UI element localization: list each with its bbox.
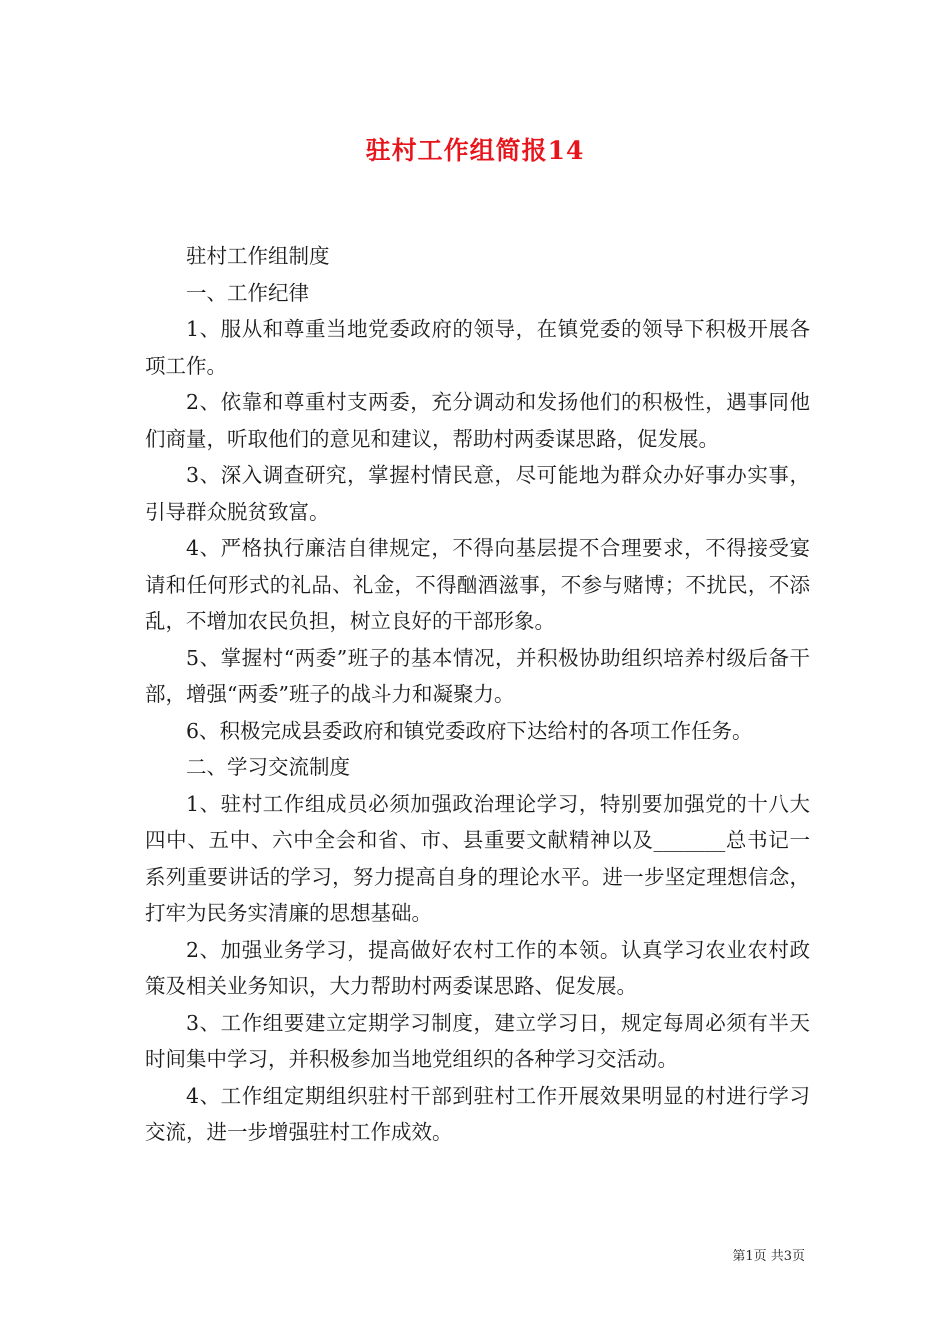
page-number: 第1页 共3页	[732, 1249, 805, 1264]
paragraph: 4、严格执行廉洁自律规定，不得向基层提不合理要求，不得接受宴请和任何形式的礼品、礼金，不得酗酒滋事，不参与赌博；不扰民，不添乱，不增加农民负担，树立良好的干部形象。	[145, 536, 810, 633]
paragraph: 3、深入调查研究，掌握村情民意，尽可能地为群众办好事办实事，引导群众脱贫致富。	[145, 463, 810, 524]
paragraph: 5、掌握村“两委”班子的基本情况，并积极协助组织培养村级后备干部，增强“两委”班子的战斗力和凝聚力。	[145, 645, 810, 706]
paragraph: 2、依靠和尊重村支两委，充分调动和发扬他们的积极性，遇事同他们商量，听取他们的意见和建议，帮助村两委谋思路，促发展。	[145, 390, 810, 451]
paragraph: 6、积极完成县委政府和镇党委政府下达给村的各项工作任务。	[186, 718, 753, 743]
paragraph: 2、加强业务学习，提高做好农村工作的本领。认真学习农业农村政策及相关业务知识，大力帮助村两委谋思路、促发展。	[145, 937, 810, 998]
paragraph: 4、工作组定期组织驻村干部到驻村工作开展效果明显的村进行学习交流，进一步增强驻村工作成效。	[145, 1083, 810, 1144]
subsection-heading: 一、工作纪律	[186, 280, 309, 305]
document-title: 驻村工作组简报14	[365, 136, 585, 165]
paragraph: 3、工作组要建立定期学习制度，建立学习日，规定每周必须有半天时间集中学习，并积极参加当地党组织的各种学习交活动。	[145, 1010, 810, 1071]
section-heading: 驻村工作组制度	[186, 244, 330, 268]
paragraph: 1、服从和尊重当地党委政府的领导，在镇党委的领导下积极开展各项工作。	[145, 317, 810, 378]
subsection-heading: 二、学习交流制度	[186, 755, 350, 779]
paragraph: 1、驻村工作组成员必须加强政治理论学习，特别要加强党的十八大四中、五中、六中全会和省、市、县重要文献精神以及_______总书记一系列重要讲话的学习，努力提高自身的理论水平。进一步坚定理想信念，打牢为民务实清廉的思想基础。	[145, 791, 810, 925]
document-body	[145, 238, 810, 1151]
